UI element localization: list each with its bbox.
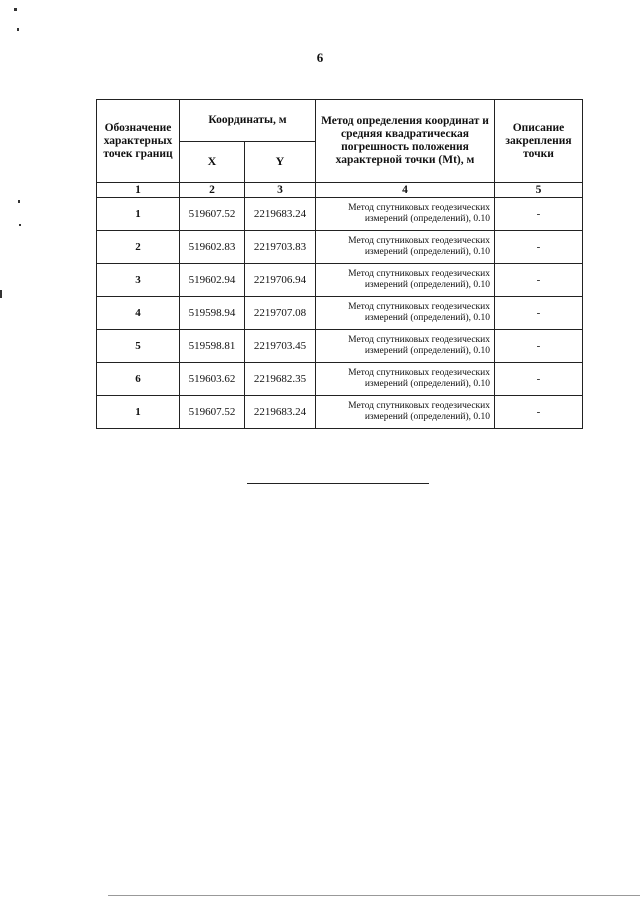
point-number: 6 xyxy=(97,363,180,396)
column-number-row xyxy=(97,183,583,198)
column-number: 3 xyxy=(245,183,316,198)
method: Метод спутниковых геодезических измерений (определений), 0.10 xyxy=(316,231,495,264)
header-y: Y xyxy=(245,141,316,183)
description: - xyxy=(495,330,583,363)
coord-y: 2219682.35 xyxy=(245,363,316,396)
page-bottom-edge xyxy=(108,895,640,896)
coord-y: 2219707.08 xyxy=(245,297,316,330)
method: Метод спутниковых геодезических измерений (определений), 0.10 xyxy=(316,330,495,363)
header-coordinates: Координаты, м xyxy=(180,100,316,142)
point-number: 4 xyxy=(97,297,180,330)
point-number: 5 xyxy=(97,330,180,363)
table-row xyxy=(97,264,583,297)
header-method: Метод определения координат и средняя квадратическая погрешность положения характерной точки (Mt), м xyxy=(316,100,495,183)
coord-x: 519598.81 xyxy=(180,330,245,363)
table-row xyxy=(97,231,583,264)
header-x: X xyxy=(180,141,245,183)
point-number: 3 xyxy=(97,264,180,297)
header-description: Описание закрепления точки xyxy=(495,100,583,183)
coord-y: 2219703.83 xyxy=(245,231,316,264)
description: - xyxy=(495,198,583,231)
coord-x: 519602.83 xyxy=(180,231,245,264)
description: - xyxy=(495,396,583,429)
coordinates-table xyxy=(96,99,583,429)
scan-speck xyxy=(19,224,21,226)
scan-speck xyxy=(18,200,20,203)
column-number: 5 xyxy=(495,183,583,198)
coord-y: 2219683.24 xyxy=(245,198,316,231)
header-designation: Обозначение характерных точек границ xyxy=(97,100,180,183)
method: Метод спутниковых геодезических измерений (определений), 0.10 xyxy=(316,297,495,330)
description: - xyxy=(495,264,583,297)
table-row xyxy=(97,198,583,231)
scan-speck xyxy=(0,290,2,298)
method: Метод спутниковых геодезических измерений (определений), 0.10 xyxy=(316,363,495,396)
page-number: 6 xyxy=(316,50,324,65)
scan-speck xyxy=(17,28,19,31)
coord-x: 519602.94 xyxy=(180,264,245,297)
coord-x: 519598.94 xyxy=(180,297,245,330)
coord-y: 2219683.24 xyxy=(245,396,316,429)
description: - xyxy=(495,363,583,396)
table-row xyxy=(97,363,583,396)
method: Метод спутниковых геодезических измерений (определений), 0.10 xyxy=(316,198,495,231)
coord-x: 519607.52 xyxy=(180,198,245,231)
coord-x: 519607.52 xyxy=(180,396,245,429)
table-row xyxy=(97,297,583,330)
column-number: 1 xyxy=(97,183,180,198)
coord-y: 2219703.45 xyxy=(245,330,316,363)
description: - xyxy=(495,297,583,330)
coord-x: 519603.62 xyxy=(180,363,245,396)
table-row xyxy=(97,330,583,363)
table-header-row xyxy=(97,100,583,142)
signature-line xyxy=(247,483,429,484)
method: Метод спутниковых геодезических измерений (определений), 0.10 xyxy=(316,396,495,429)
description: - xyxy=(495,231,583,264)
point-number: 1 xyxy=(97,198,180,231)
point-number: 2 xyxy=(97,231,180,264)
table-row xyxy=(97,396,583,429)
method: Метод спутниковых геодезических измерений (определений), 0.10 xyxy=(316,264,495,297)
scan-speck xyxy=(14,8,17,11)
point-number: 1 xyxy=(97,396,180,429)
column-number: 4 xyxy=(316,183,495,198)
column-number: 2 xyxy=(180,183,245,198)
coord-y: 2219706.94 xyxy=(245,264,316,297)
